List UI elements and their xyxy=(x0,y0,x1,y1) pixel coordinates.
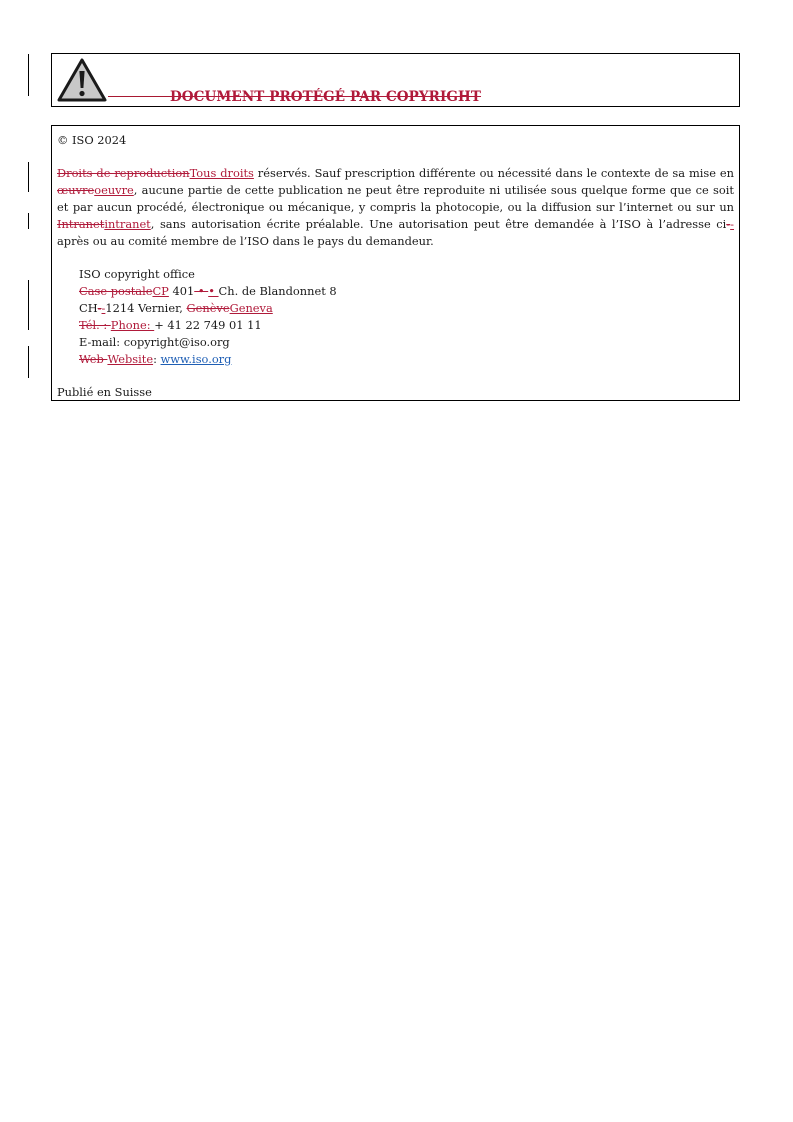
inserted-text: oeuvre xyxy=(94,183,134,197)
phone-line xyxy=(79,317,734,334)
notice-text: après ou au comité membre de l’ISO dans le pays du demandeur. xyxy=(57,234,434,248)
inserted-text: Tous droits xyxy=(189,166,254,180)
inserted-text: Website xyxy=(107,352,154,366)
inserted-text: Geneva xyxy=(229,301,273,315)
city-line xyxy=(79,300,734,317)
inserted-text: - xyxy=(730,217,734,231)
change-bar xyxy=(28,280,29,330)
inserted-text: Phone: xyxy=(110,318,155,332)
deleted-text: Genève xyxy=(186,301,230,315)
deleted-text: Tél. : xyxy=(79,318,111,332)
office-name: ISO copyright office xyxy=(79,267,195,281)
phone-number: + 41 22 749 01 11 xyxy=(154,318,262,332)
notice-text: , sans autorisation écrite préalable. Une autorisation peut être demandée à l’ISO à l’adresse ci xyxy=(150,217,727,231)
inserted-text: • xyxy=(208,284,219,298)
reproduction-notice xyxy=(57,165,734,250)
inserted-text: - xyxy=(101,301,106,315)
postal-box: 401 xyxy=(168,284,195,298)
deleted-text: - xyxy=(726,217,731,231)
website-link[interactable]: www.iso.org xyxy=(160,352,232,366)
deleted-text: Web xyxy=(79,352,108,366)
inserted-text: intranet xyxy=(104,217,151,231)
copyright-line: © ISO 2024 xyxy=(57,133,127,147)
notice-text: réservés. Sauf prescription différente ou nécessité dans le contexte de sa mise en xyxy=(253,166,734,180)
warning-title: DOCUMENT PROTÉGÉ PAR COPYRIGHT xyxy=(170,89,482,105)
deleted-text: Case postale xyxy=(79,284,153,298)
deleted-text: œuvre xyxy=(57,183,95,197)
deleted-text: - xyxy=(97,301,102,315)
deleted-text: Intranet xyxy=(57,217,105,231)
postal-address xyxy=(79,283,734,300)
warning-triangle-icon xyxy=(56,57,108,103)
email-line: E-mail: copyright@iso.org xyxy=(79,335,230,349)
change-bar xyxy=(28,54,29,96)
warning-rule xyxy=(108,96,170,97)
change-bar xyxy=(28,213,29,229)
change-bar xyxy=(28,346,29,378)
city-text: 1214 Vernier, xyxy=(105,301,187,315)
street-address: Ch. de Blandonnet 8 xyxy=(218,284,337,298)
notice-text: , aucune partie de cette publication ne peut être reproduite ni utilisée sous quelque forme que ce soit et par aucun procédé, électronique ou mécanique, y compris la photocopie, ou la diffusion sur l’internet ou sur un xyxy=(57,183,734,214)
website-line xyxy=(79,351,734,368)
publication-country: Publié en Suisse xyxy=(57,385,152,399)
deleted-text: Droits de reproduction xyxy=(57,166,190,180)
copyright-warning-box xyxy=(51,53,740,107)
website-separator: : xyxy=(153,352,161,366)
deleted-text: • xyxy=(194,284,209,298)
iso-address xyxy=(79,266,734,368)
country-code: CH xyxy=(79,301,98,315)
copyright-notice-box xyxy=(51,125,740,401)
inserted-text: CP xyxy=(152,284,169,298)
change-bar xyxy=(28,162,29,192)
